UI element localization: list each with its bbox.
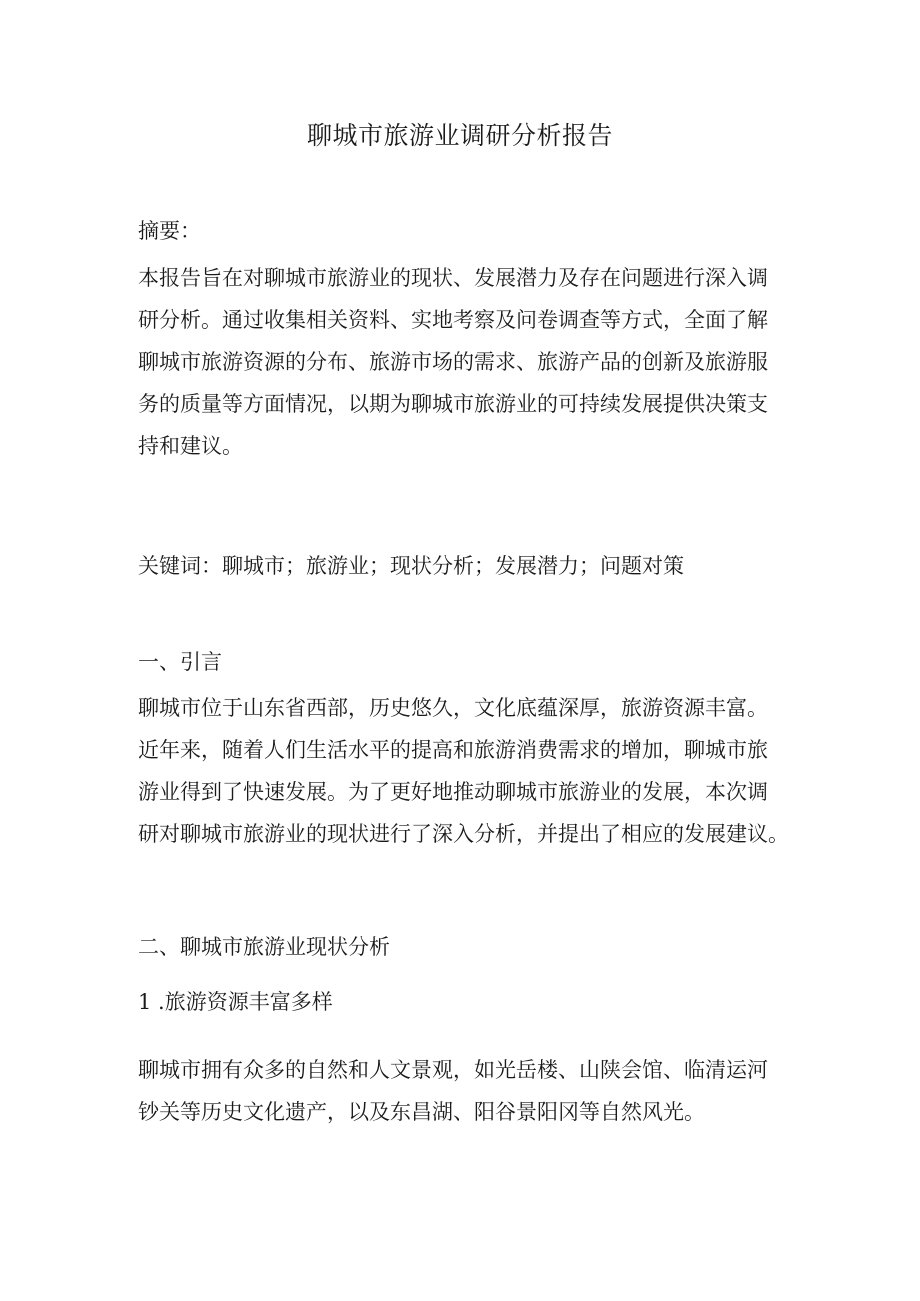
subsection-heading-resources: 1 .旅游资源丰富多样 [138, 990, 333, 1014]
resources-line: 钞关等历史文化遗产，以及东昌湖、阳谷景阳冈等自然风光。 [138, 1100, 705, 1124]
abstract-label: 摘要： [138, 219, 201, 243]
introduction-line: 聊城市位于山东省西部，历史悠久，文化底蕴深厚，旅游资源丰富。 [138, 696, 768, 720]
resources-line: 聊城市拥有众多的自然和人文景观，如光岳楼、山陕会馆、临清运河 [138, 1058, 768, 1082]
abstract-paragraph [138, 259, 788, 465]
resources-paragraph [138, 1051, 788, 1131]
abstract-line: 研分析。通过收集相关资料、实地考察及问卷调查等方式，全面了解 [138, 308, 768, 332]
section-heading-status-analysis: 二、聊城市旅游业现状分析 [138, 935, 390, 959]
introduction-line: 研对聊城市旅游业的现状进行了深入分析，并提出了相应的发展建议。 [138, 822, 789, 846]
introduction-paragraph [138, 689, 788, 853]
abstract-line: 务的质量等方面情况，以期为聊城市旅游业的可持续发展提供决策支 [138, 392, 768, 416]
abstract-line: 持和建议。 [138, 434, 243, 458]
abstract-line: 本报告旨在对聊城市旅游业的现状、发展潜力及存在问题进行深入调 [138, 266, 768, 290]
abstract-line: 聊城市旅游资源的分布、旅游市场的需求、旅游产品的创新及旅游服 [138, 350, 768, 374]
introduction-line: 近年来，随着人们生活水平的提高和旅游消费需求的增加，聊城市旅 [138, 738, 768, 762]
section-heading-introduction: 一、引言 [138, 650, 222, 674]
introduction-line: 游业得到了快速发展。为了更好地推动聊城市旅游业的发展，本次调 [138, 780, 768, 804]
document-title: 聊城市旅游业调研分析报告 [306, 121, 613, 150]
keywords-line: 关键词：聊城市；旅游业；现状分析；发展潜力；问题对策 [138, 554, 684, 578]
